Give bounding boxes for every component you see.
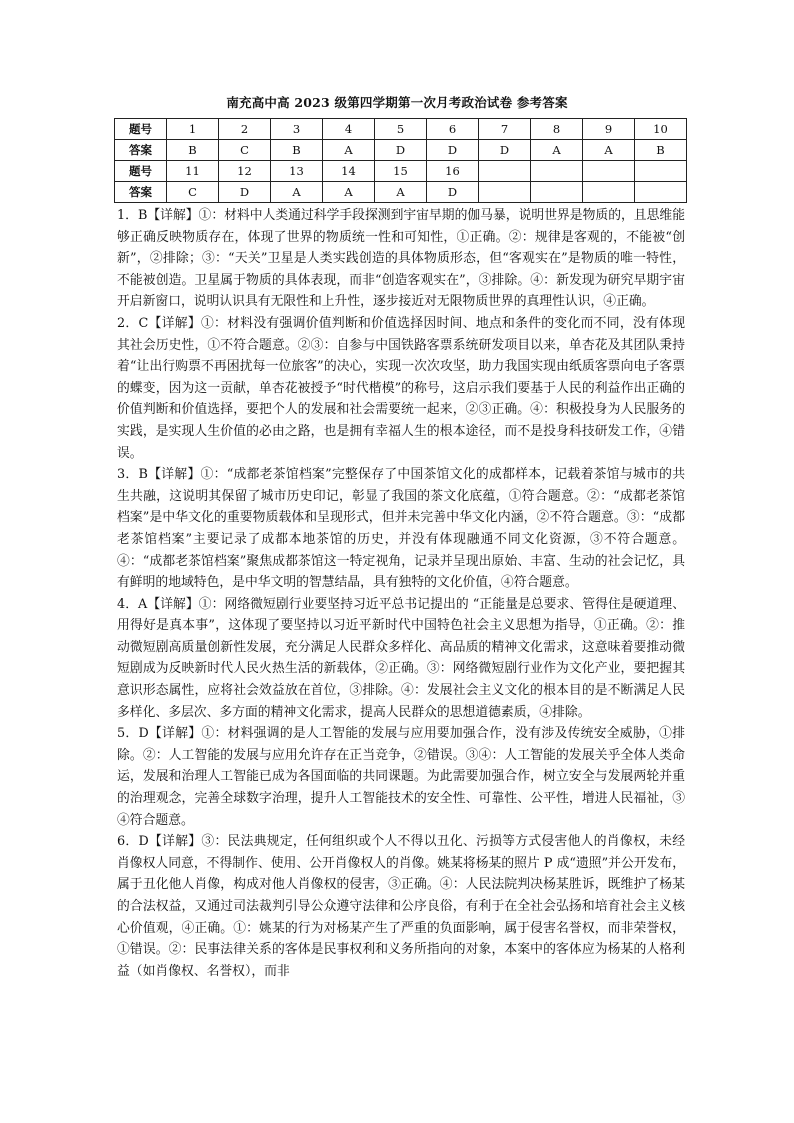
answer-cell: A (323, 182, 375, 203)
answer-cell: D (479, 140, 531, 161)
explanation-2: 2．C【详解】①：材料没有强调价值判断和价值选择因时间、地点和条件的变化而不同，没有体现其社会历史性，①不符合题意。②③：自参与中国铁路客票系统研发项目以来，单杏花及其团队秉持着“让出行购票不再困扰每一位旅客”的决心，实现一次次攻坚，助力我国实现由纸质客票向电子客票的蝶变，因为这一贡献，单杏花被授予“时代楷模”的称号，这启示我们要基于人民的利益作出正确的价值判断和价值选择，要把个人的发展和社会需要统一起来，②③正确。④：积极投身为人民服务的实践，是实现人生价值的必由之路，也是拥有幸福人生的根本途径，而不是投身科技研发工作，④错误。 (117, 315, 685, 461)
answer-cell (531, 182, 583, 203)
answer-cell: D (219, 182, 271, 203)
question-number (531, 161, 583, 182)
question-number (635, 161, 687, 182)
question-number: 1 (167, 119, 219, 140)
answer-cell (583, 182, 635, 203)
page-title: 南充高中高 2023 级第四学期第一次月考政治试卷 参考答案 (226, 95, 568, 110)
question-number (583, 161, 635, 182)
question-number: 9 (583, 119, 635, 140)
answer-table (114, 118, 687, 203)
answer-cell (635, 182, 687, 203)
answer-cell: D (427, 140, 479, 161)
answer-cell: A (271, 182, 323, 203)
answer-cell: C (167, 182, 219, 203)
answer-cell: B (271, 140, 323, 161)
answer-cell: C (219, 140, 271, 161)
explanation-3: 3．B【详解】①：“成都老茶馆档案”完整保存了中国茶馆文化的成都样本，记载着茶馆与城市的共生共融，这说明其保留了城市历史印记，彰显了我国的茶文化底蕴，①符合题意。②：“成都老茶馆档案”是中华文化的重要物质载体和呈现形式，但并未完善中华文化内涵，②不符合题意。③：“成都老茶馆档案”主要记录了成都本地茶馆的历史，并没有体现融通不同文化资源，③不符合题意。④：“成都老茶馆档案”聚焦成都茶馆这一特定视角，记录并呈现出原始、丰富、生动的社会记忆，具有鲜明的地域特色，是中华文明的智慧结晶，具有独特的文化价值，④符合题意。 (117, 467, 685, 591)
question-number: 8 (531, 119, 583, 140)
question-number: 10 (635, 119, 687, 140)
answer-cell: D (427, 182, 479, 203)
question-number: 13 (271, 161, 323, 182)
answer-cell: D (375, 140, 427, 161)
answer-cell: A (531, 140, 583, 161)
question-number (479, 161, 531, 182)
question-number: 4 (323, 119, 375, 140)
answer-table-row (115, 119, 687, 140)
answer-cell (479, 182, 531, 203)
row-header: 答案 (115, 140, 167, 161)
question-number: 16 (427, 161, 479, 182)
question-number: 7 (479, 119, 531, 140)
explanation-1: 1．B【详解】①：材料中人类通过科学手段探测到宇宙早期的伽马暴，说明世界是物质的，且思维能够正确反映物质存在，体现了世界的物质统一性和可知性，①正确。②：规律是客观的，不能被“创新”，②排除；③：“天关”卫星是人类实践创造的具体物质形态，但“客观实在”是物质的唯一特性，不能被创造。卫星属于物质的具体表现，而非“创造客观实在”，③排除。④：新发现为研究早期宇宙开启新窗口，说明认识具有无限性和上升性，逐步接近对无限物质世界的真理性认识，④正确。 (117, 208, 685, 310)
answer-table-row (115, 140, 687, 161)
row-header: 题号 (115, 161, 167, 182)
row-header: 题号 (115, 119, 167, 140)
row-header: 答案 (115, 182, 167, 203)
explanation-6: 6．D【详解】③：民法典规定，任何组织或个人不得以丑化、污损等方式侵害他人的肖像权，未经肖像权人同意，不得制作、使用、公开肖像权人的肖像。姚某将杨某的照片 P 成“遗照”并公开发布，属于丑化他人肖像，构成对他人肖像权的侵害，③正确。④：人民法院判决杨某胜诉，既维护了杨某的合法权益，又通过司法裁判引导公众遵守法律和公序良俗，有利于在全社会弘扬和培育社会主义核心价值观，④正确。①：姚某的行为对杨某产生了严重的负面影响，属于侵害名誉权，而非荣誉权，①错误。②：民事法律关系的客体是民事权利和义务所指向的对象，本案中的客体应为杨某的人格利益（如肖像权、名誉权），而非 (117, 834, 685, 979)
answer-cell: B (635, 140, 687, 161)
explanation-5: 5．D【详解】①：材料强调的是人工智能的发展与应用要加强合作，没有涉及传统安全威胁，①排除。②：人工智能的发展与应用允许存在正当竞争，②错误。③④：人工智能的发展关乎全体人类命运，发展和治理人工智能已成为各国面临的共同课题。为此需要加强合作，树立安全与发展两轮并重的治理观念，完善全球数字治理，提升人工智能技术的安全性、可靠性、公平性，增进人民福祉，③④符合题意。 (117, 726, 685, 828)
answer-table-row (115, 161, 687, 182)
question-number: 6 (427, 119, 479, 140)
answer-cell: A (375, 182, 427, 203)
question-number: 12 (219, 161, 271, 182)
question-number: 3 (271, 119, 323, 140)
question-number: 11 (167, 161, 219, 182)
answer-cell: A (583, 140, 635, 161)
explanation-4: 4．A【详解】①：网络微短剧行业要坚持习近平总书记提出的 “正能量是总要求、管得住是硬道理、用得好是真本事”，这体现了要坚持以习近平新时代中国特色社会主义思想为指导，①正确。②：推动微短剧高质量创新性发展，充分满足人民群众多样化、高品质的精神文化需求，这意味着要推动微短剧成为反映新时代人民火热生活的新载体，②正确。③：网络微短剧行业作为文化产业，要把握其意识形态属性，应将社会效益放在首位，③排除。④：发展社会主义文化的根本目的是不断满足人民多样化、多层次、多方面的精神文化需求，提高人民群众的思想道德素质，④排除。 (117, 596, 685, 720)
question-number: 5 (375, 119, 427, 140)
answer-cell: B (167, 140, 219, 161)
question-number: 15 (375, 161, 427, 182)
answer-table-row (115, 182, 687, 203)
explanations (117, 205, 685, 982)
question-number: 14 (323, 161, 375, 182)
answer-cell: A (323, 140, 375, 161)
question-number: 2 (219, 119, 271, 140)
